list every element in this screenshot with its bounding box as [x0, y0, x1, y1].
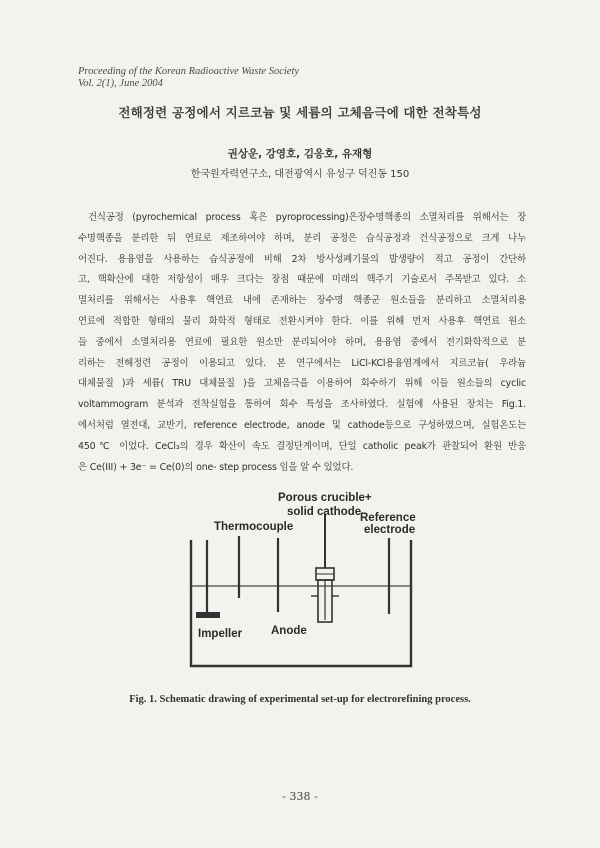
label-thermocouple: Thermocouple	[214, 521, 294, 533]
abstract-line: 건식공정 (pyrochemical process 혹은 pyroprocessing)은장수명핵종의 소멸처리를 위해서는 장	[88, 212, 526, 223]
journal-volume: Vol. 2(1), June 2004	[78, 78, 163, 89]
abstract-line: 에서처럼 열전대, 교반기, reference electrode, anode 및 cathode등으로 구성하였으며, 실험온도는	[78, 419, 526, 431]
affiliation: 한국원자력연구소, 대전광역시 유성구 덕진동 150	[190, 169, 410, 180]
label-reference: Reference	[360, 512, 416, 524]
label-electrode: electrode	[364, 524, 416, 536]
label-solid-cathode: solid cathode	[287, 506, 362, 518]
abstract-line: 연료에 적합한 형태의 물리 화학적 형태로 전환시켜야 한다. 이를 위해 먼저 사용후 핵연료 원소	[78, 315, 526, 327]
abstract-line: 멸처리를 위해서는 사용후 핵연료 내에 존재하는 장수명 핵종군 원소들을 분리하고 소멸처리용	[78, 295, 526, 307]
abstract-line: 수명핵종을 분리한 뒤 연료로 제조하여야 하며, 분리 공정은 습식공정과 건식공정으로 크게 나누	[78, 232, 526, 244]
abstract-line: 어진다. 용융염을 사용하는 습식공정에 비해 2차 방사성폐기물의 발생량이 적고 공정이 간단하	[78, 253, 526, 265]
author-list: 권상운, 강영호, 김응호, 유재형	[227, 148, 373, 160]
abstract-line: 은 Ce(III) + 3e⁻ = Ce(0)의 one- step process 임을 알 수 있었다.	[78, 461, 354, 473]
label-porous-crucible: Porous crucible+	[278, 492, 372, 504]
journal-name: Proceeding of the Korean Radioactive Waste Society	[78, 66, 300, 77]
impeller-blade	[196, 612, 220, 618]
page-number: - 338 -	[282, 790, 318, 803]
abstract-line: 450℃ 이었다. CeCl₃의 경우 확산이 속도 결정단계이며, 단일 catholic peak가 관찰되어 환원 반응	[78, 440, 526, 452]
abstract-line: 고, 핵확산에 대한 저항성이 매우 크다는 장점 때문에 미래의 핵주기 기술로서 주목받고 있다. 소	[78, 274, 526, 286]
abstract-line: voltammogram 분석과 전착실험을 통하여 회수 특성을 조사하였다. 실험에 사용된 장치는 Fig.1.	[78, 399, 526, 411]
paper-title: 전해정련 공정에서 지르코늄 및 세륨의 고체음극에 대한 전착특성	[118, 105, 482, 120]
abstract-line: 들 중에서 소멸처리용 연료에 필요한 원소만 분리되어야 하며, 용융염 중에서 전기화학적으로 분	[78, 336, 526, 348]
label-anode: Anode	[271, 625, 307, 637]
label-impeller: Impeller	[198, 628, 243, 640]
abstract-line: 대체물질 )과 세륨( TRU 대체물질 )을 고체음극을 이용하여 회수하기 위해 이들 원소들의 cyclic	[78, 378, 526, 390]
vessel-outline	[191, 540, 411, 666]
abstract-line: 리하는 전해정련 공정이 이용되고 있다. 본 연구에서는 LiCl-KCl용융염계에서 지르코늄( 우라늄	[78, 357, 526, 369]
figure-caption: Fig. 1. Schematic drawing of experimental set-up for electrorefining process.	[129, 694, 471, 705]
